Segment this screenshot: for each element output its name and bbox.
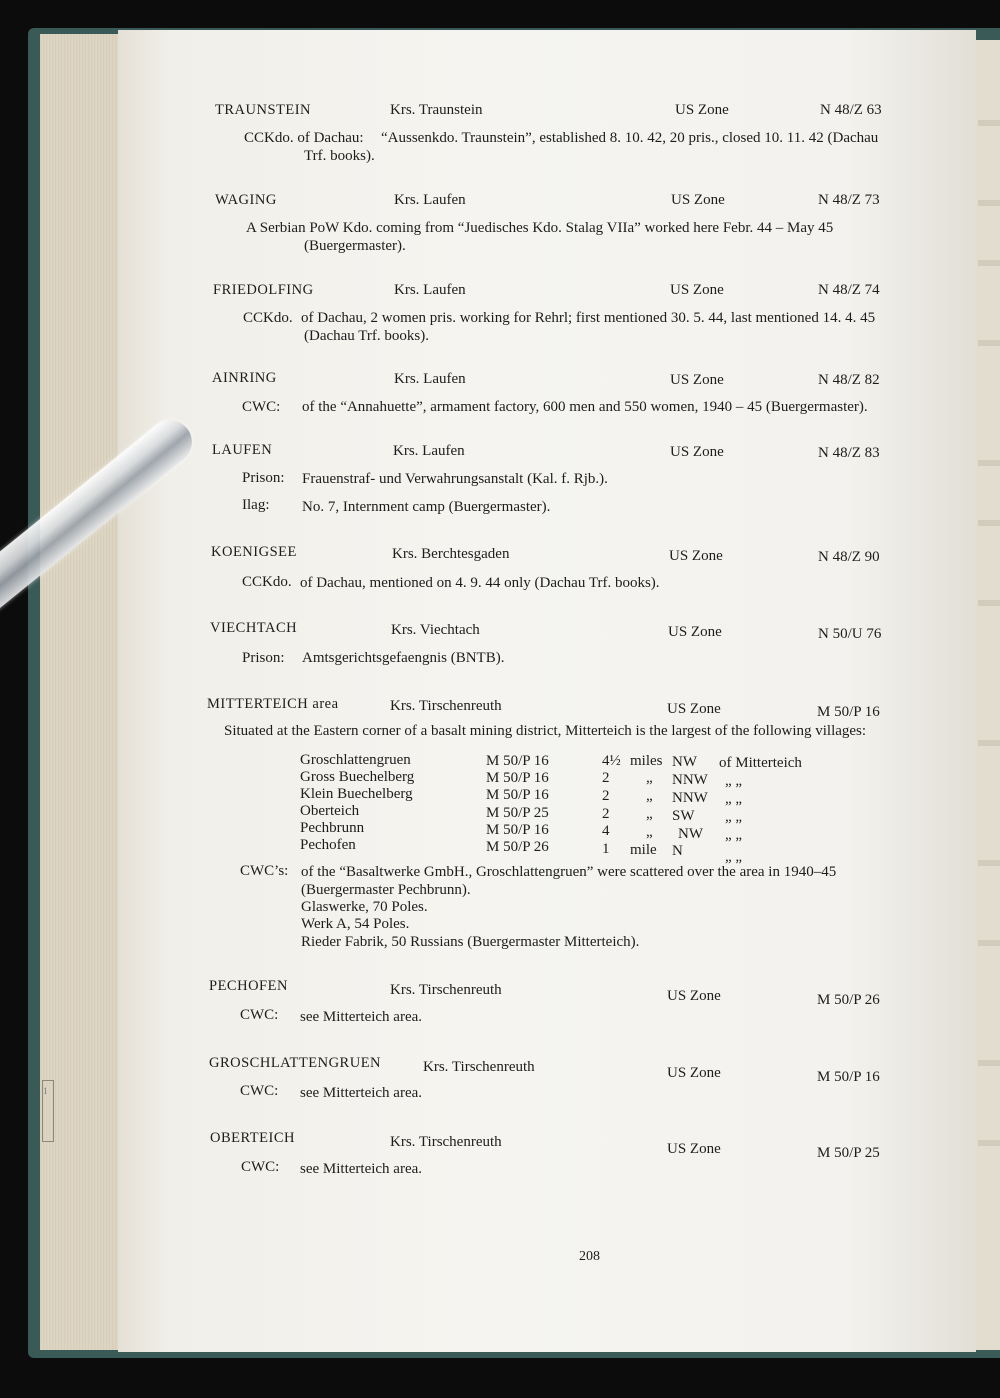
village-grid: M 50/P 25 — [486, 805, 549, 821]
grid-ref: M 50/P 16 — [817, 1069, 880, 1085]
entry-text: “Aussenkdo. Traunstein”, established 8. 10. 42, 20 pris., closed 10. 11. 42 (Dachau — [381, 130, 879, 146]
page-edges — [40, 34, 128, 1350]
grid-ref: M 50/P 25 — [817, 1145, 880, 1161]
district: Krs. Laufen — [394, 371, 466, 387]
place-name: MITTERTEICH area — [207, 696, 339, 712]
edge-label: 1 — [42, 1080, 54, 1142]
village-of: of Mitterteich — [719, 755, 802, 771]
district: Krs. Laufen — [393, 443, 465, 459]
village-grid: M 50/P 16 — [486, 822, 549, 838]
village-direction: NW — [678, 826, 703, 842]
entry-label: CCKdo. — [243, 310, 293, 326]
place-name: AINRING — [212, 370, 277, 386]
village-name: Gross Buechelberg — [300, 769, 415, 785]
zone: US Zone — [669, 548, 723, 564]
place-name: OBERTEICH — [210, 1130, 295, 1146]
village-distance: 1 — [602, 841, 610, 857]
village-name: Pechofen — [300, 837, 356, 853]
grid-ref: N 48/Z 82 — [818, 372, 880, 388]
grid-ref: N 48/Z 73 — [818, 192, 880, 208]
village-direction: SW — [672, 808, 695, 824]
grid-ref: M 50/P 16 — [817, 704, 880, 720]
village-unit: „ — [646, 770, 653, 786]
entry-text: see Mitterteich area. — [300, 1085, 423, 1101]
entry-text: of the “Annahuette”, armament factory, 600 men and 550 women, 1940 – 45 (Buergermaster). — [302, 399, 868, 415]
entry-text: see Mitterteich area. — [300, 1009, 423, 1025]
grid-ref: N 48/Z 74 — [818, 282, 880, 298]
entry-text: of the “Basaltwerke GmbH., Groschlattengruen” were scattered over the area in 1940–45 — [301, 864, 837, 880]
grid-ref: N 50/U 76 — [818, 626, 882, 642]
village-name: Groschlattengruen — [300, 752, 411, 768]
village-of: „ „ — [725, 791, 743, 807]
entry-text: (Dachau Trf. books). — [304, 328, 429, 344]
district: Krs. Viechtach — [391, 622, 480, 638]
entry-text: A Serbian PoW Kdo. coming from “Juedisches Kdo. Stalag VIIa” worked here Febr. 44 – May 45 — [246, 220, 834, 236]
entry-text: (Buergermaster). — [304, 238, 406, 254]
grid-ref: N 48/Z 83 — [818, 445, 880, 461]
district: Krs. Laufen — [394, 192, 466, 208]
zone: US Zone — [671, 192, 725, 208]
entry-text: (Buergermaster Pechbrunn). — [301, 882, 471, 898]
entry-text: Rieder Fabrik, 50 Russians (Buergermaster Mitterteich). — [301, 934, 640, 950]
entry-text: see Mitterteich area. — [300, 1161, 423, 1177]
entry-label: Prison: — [242, 650, 285, 666]
zone: US Zone — [670, 372, 724, 388]
grid-ref: N 48/Z 63 — [820, 102, 882, 118]
zone: US Zone — [667, 1065, 721, 1081]
village-of: „ „ — [725, 827, 743, 843]
place-name: GROSCHLATTENGRUEN — [209, 1055, 382, 1071]
place-name: WAGING — [215, 192, 277, 208]
entry-text: Trf. books). — [304, 148, 375, 164]
village-grid: M 50/P 16 — [486, 787, 549, 803]
district: Krs. Tirschenreuth — [423, 1059, 535, 1075]
place-name: LAUFEN — [212, 442, 273, 458]
village-direction: NNW — [672, 772, 708, 788]
entry-text: Glaswerke, 70 Poles. — [301, 899, 428, 915]
village-name: Oberteich — [300, 803, 360, 819]
entry-text: Frauenstraf- und Verwahrungsanstalt (Kal. f. Rjb.). — [302, 471, 608, 487]
village-name: Pechbrunn — [300, 820, 365, 836]
place-name: TRAUNSTEIN — [215, 102, 312, 118]
book-page — [118, 30, 976, 1352]
zone: US Zone — [667, 701, 721, 717]
district: Krs. Tirschenreuth — [390, 982, 502, 998]
zone: US Zone — [670, 282, 724, 298]
entry-label: CWC: — [242, 399, 281, 415]
village-of: „ „ — [725, 809, 743, 825]
village-unit: miles — [630, 753, 663, 769]
village-of: „ „ — [725, 849, 743, 865]
district: Krs. Tirschenreuth — [390, 698, 502, 714]
village-direction: NNW — [672, 790, 708, 806]
entry-text: of Dachau, mentioned on 4. 9. 44 only (Dachau Trf. books). — [300, 575, 660, 591]
entry-text: Amtsgerichtsgefaengnis (BNTB). — [302, 650, 505, 666]
zone: US Zone — [668, 624, 722, 640]
village-direction: NW — [672, 754, 697, 770]
facing-page — [972, 40, 1000, 1350]
village-distance: 4 — [602, 823, 610, 839]
entry-label: Ilag: — [242, 497, 270, 513]
place-name: KOENIGSEE — [211, 544, 297, 560]
village-grid: M 50/P 16 — [486, 753, 549, 769]
zone: US Zone — [667, 988, 721, 1004]
entry-label: CWC: — [240, 1007, 279, 1023]
village-unit: mile — [630, 842, 657, 858]
village-unit: „ — [646, 824, 653, 840]
village-grid: M 50/P 26 — [486, 839, 549, 855]
grid-ref: N 48/Z 90 — [818, 549, 880, 565]
place-name: FRIEDOLFING — [213, 282, 314, 298]
zone: US Zone — [675, 102, 729, 118]
entry-text: Werk A, 54 Poles. — [301, 916, 410, 932]
village-unit: „ — [646, 788, 653, 804]
intro-text: Situated at the Eastern corner of a basalt mining district, Mitterteich is the largest of the following villages: — [224, 723, 867, 739]
place-name: PECHOFEN — [209, 978, 288, 994]
grid-ref: M 50/P 26 — [817, 992, 880, 1008]
village-grid: M 50/P 16 — [486, 770, 549, 786]
entry-label: CCKdo. of Dachau: — [244, 130, 364, 146]
village-distance: 2 — [602, 788, 610, 804]
entry-label: CWC’s: — [240, 863, 289, 879]
village-of: „ „ — [725, 773, 743, 789]
entry-label: CCKdo. — [242, 574, 292, 590]
village-unit: „ — [646, 806, 653, 822]
village-distance: 2 — [602, 806, 610, 822]
village-distance: 4½ — [602, 753, 621, 769]
district: Krs. Traunstein — [390, 102, 483, 118]
entry-label: CWC: — [240, 1083, 279, 1099]
district: Krs. Laufen — [394, 282, 466, 298]
entry-label: Prison: — [242, 470, 285, 486]
village-direction: N — [672, 843, 683, 859]
place-name: VIECHTACH — [210, 620, 298, 636]
entry-text: of Dachau, 2 women pris. working for Rehrl; first mentioned 30. 5. 44, last mentioned 14. 4. 45 — [301, 310, 876, 326]
village-name: Klein Buechelberg — [300, 786, 413, 802]
entry-text: No. 7, Internment camp (Buergermaster). — [302, 499, 551, 515]
village-distance: 2 — [602, 770, 610, 786]
district: Krs. Berchtesgaden — [392, 546, 510, 562]
page-number: 208 — [579, 1249, 600, 1264]
zone: US Zone — [670, 444, 724, 460]
zone: US Zone — [667, 1141, 721, 1157]
entry-label: CWC: — [241, 1159, 280, 1175]
district: Krs. Tirschenreuth — [390, 1134, 502, 1150]
